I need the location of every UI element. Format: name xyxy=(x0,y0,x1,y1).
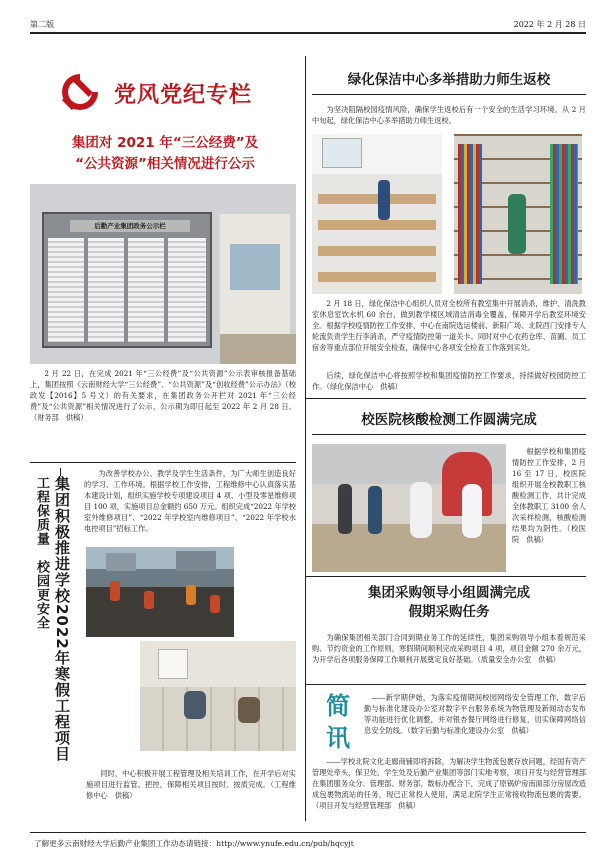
article5-body: 为确保集团相关部门合同到期业务工作的延续性，集团采购领导小组本着规范采购、节约资金的工作原则，寒假期间顺利完成采购项目 4 项，项目金额 270 余万元，为开学后各项服务保障工作顺利开展奠定良好基础。（质量安全办公室 供稿） xyxy=(312,633,586,664)
article4-top-rule xyxy=(305,398,586,399)
article3-intro: 为坚决阻隔校园疫情风险，确保学生返校后有一个安全的生活学习环境。从 2 月中旬起，绿化保洁中心多举措助力师生返校。 xyxy=(312,105,586,125)
article1-title-line2: “公共资源”相关情况进行公示 xyxy=(75,156,255,172)
party-column-banner xyxy=(44,66,294,126)
floor-tiling-photo xyxy=(140,641,296,751)
article2-title xyxy=(52,476,72,816)
article2-subtitle xyxy=(32,476,50,776)
roof-construction-photo xyxy=(86,547,234,637)
banner-title: 党风党纪专栏 xyxy=(114,83,253,108)
article4-title: 校医院核酸检测工作圆满完成 xyxy=(361,412,537,428)
header-rule xyxy=(30,32,586,34)
column-divider xyxy=(305,56,306,821)
library-cleaning-photo xyxy=(454,134,582,294)
footer-rule xyxy=(30,832,586,833)
article2-title-dash xyxy=(60,468,61,476)
brief-label-2: 讯 xyxy=(326,724,350,752)
brief-top-rule xyxy=(305,684,586,685)
article5-title-line1: 集团采购领导小组圆满完成 xyxy=(368,585,530,601)
brief-label xyxy=(318,690,358,754)
left-section-rule xyxy=(30,462,296,463)
article4-title-rule xyxy=(312,434,586,435)
brief-item-1: ——新学期伊始，为落实疫情期间校园网络安全管理工作，数字后勤与标准化建设办公室对数字平台服务系统为物管理及新闻动态发布等功能进行优化调整，并对银杏餐厅网络进行修复，切实保障网络信息安全防线。（数字后勤与标准化建设办公室 供稿） xyxy=(364,693,586,735)
nucleic-acid-test-photo xyxy=(312,444,506,572)
article3-body: 2 月 18 日，绿化保洁中心组织人员对全校所有教室集中开展消杀，维护、清洗教室休息室饮水机 60 余台，做到教学楼区域清洁消毒全覆盖，保障开学后教室环境安全。根据学校疫情防控工作安排，中心在南院选运楼前、新阳广场、北院西门安排专人轮流负责学生行李消杀，严守疫情防控第一道关卡。同时对中心农药仓库、苗圃、员工宿舍等重点部位开展安全检查，确保中心各项安全检查工作落到实处。 xyxy=(312,299,586,352)
article4-body: 根据学校和集团疫情防控工作安排，2 月 16 至 17 日，校医院组织开展全校教职工核酸检测工作，共计完成全体教职工 3100 余人次采样检测，核酸检测结果均为阴性。（校医院 供稿） xyxy=(512,447,586,544)
article2-body2: 同时，中心积极开展工程管理及相关培训工作，在开学后对实施项目进行监管、把控，保障相关项目按时、按质完成。（工程维修中心 供稿） xyxy=(86,769,296,800)
article1-body: 2 月 22 日，在完成 2021 年“三公经费”及“公共资源”公示表审核报备基础上，集团按照《云南财经大学“三公经费”、“公共资源”及“创收经费”公示办法》（校政发【2016】5 号文）的有关要求，在集团政务公开栏对 2021 年“三公经费”及“公共资源”相关情况进行了公示，公示期为即日起至 2022 年 2 月 28 日。（财务部 供稿） xyxy=(30,369,296,422)
article3-title-rule xyxy=(312,94,586,95)
issue-date: 2022 年 2 月 28 日 xyxy=(513,20,586,29)
article5-title-line2: 假期采购任务 xyxy=(408,604,490,620)
article1-title xyxy=(34,133,296,175)
article2-body1: 为改善学校办公、教学及学生生活条件，为广大师生创造良好的学习、工作环境。根据学校工作安排，工程维修中心认真落实基本建设计划，组织实施学校专项建设项目 4 项、小型及零星维修项目 100 项，实施项目总金额约 650 万元。组织完成“2022 年学校室外维修项目”、“2022 年学校室内维修项目”、“2022 年学校水电控项目”招标工作。 xyxy=(84,469,296,533)
article2-subtitle-text: 工程保质量 校园更安全 xyxy=(34,476,49,630)
board-sign: 后勤产业集团政务公示栏 xyxy=(70,220,190,232)
article5-top-rule xyxy=(305,576,586,577)
article2-title-main: 集团积极推进学校2022年寒假工程项目 xyxy=(53,476,71,762)
article3-body-end: 后续，绿化保洁中心将按照学校和集团疫情防控工作要求，持续做好校园防控工作。（绿化保洁中心 供稿） xyxy=(312,371,586,391)
brief-item-2: ——学校北院文化走廊商铺即将拆除，为解决学生物流包裹存放问题，经国有资产管理处牵头，保卫处、学生处及后勤产业集团等部门实地考察，项目开发与经营管理部在集团服务众分、管理部、财务部、数标办配合下，完成了原锅炉房南面部分房屋改造成包裹物流站的任务，现已正常投入使用，满足北院学生正常接收物流包裹的需要。（项目开发与经营管理部 供稿） xyxy=(312,757,586,810)
hammer-sickle-icon xyxy=(58,70,102,114)
article1-title-line1: 集团对 2021 年“三公经费”及 xyxy=(71,135,259,151)
notice-board-photo xyxy=(30,184,296,364)
footer-link-text: 了解更多云南财经大学后勤产业集团工作动态请链接：http://www.ynufe.edu.cn/pub/hqcyjt xyxy=(34,839,354,848)
article3-title: 绿化保洁中心多举措助力师生返校 xyxy=(347,72,551,88)
edition-label: 第二版 xyxy=(30,20,54,29)
article5-title xyxy=(312,584,586,622)
brief-label-1: 简 xyxy=(326,692,350,720)
classroom-cleaning-photo xyxy=(312,134,442,294)
